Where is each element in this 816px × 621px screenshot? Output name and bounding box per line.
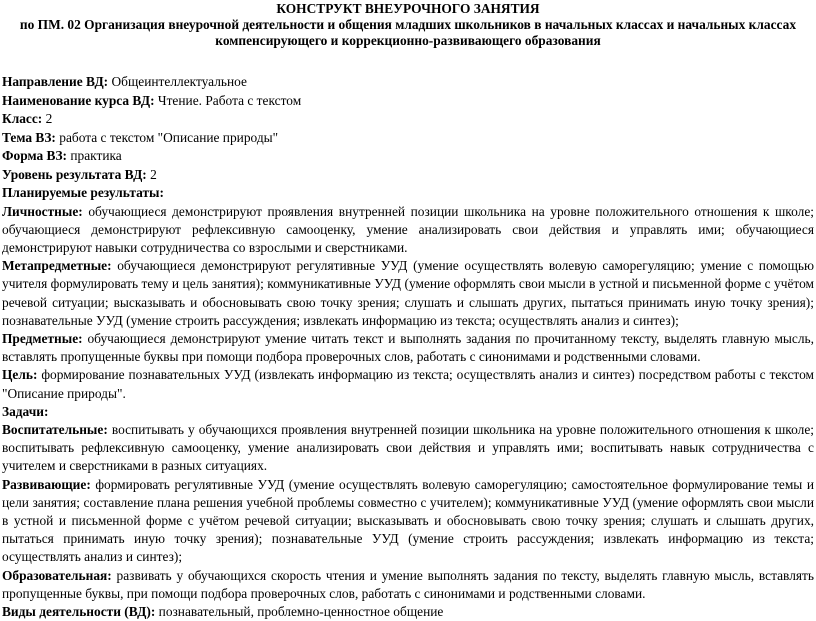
paragraph-label: Личностные: <box>2 203 83 219</box>
field-direction <box>2 73 814 92</box>
tasks-developing <box>2 476 814 567</box>
field-value: работа с текстом "Описание природы" <box>55 129 279 145</box>
paragraph-label: Метапредметные: <box>2 258 112 274</box>
results-heading <box>2 184 814 203</box>
paragraph-text: воспитывать у обучающихся проявления внутренней позиции школьника на уровне положительного отношения к школе; воспитывать рефлексивную самооценку, умение анализировать свои действия и управлять ими; воспитывать навык сотрудничества с учителем и сверстниками в разных ситуациях. <box>2 421 814 474</box>
field-value: Общеинтеллектуальное <box>108 74 247 89</box>
results-meta <box>2 257 814 330</box>
tasks-heading <box>2 403 814 421</box>
paragraph-label: Виды деятельности (ВД): <box>2 603 156 619</box>
paragraph-text: обучающиеся демонстрируют проявления внутренней позиции школьника на уровне положительного отношения к школе; обучающиеся демонстрируют рефлексивную самооценку, умение анализировать свои действия и управлять ими; обучающиеся демонстрируют навыки сотрудничества со взрослыми и сверстниками. <box>2 203 814 255</box>
paragraph-text: обучающиеся демонстрируют регулятивные УУД (умение осуществлять волевую саморегуляцию; умение с помощью учителя формулировать тему и цель занятия); коммуникативные УУД (умение оформлять свои мысли в устной и письменной форме с учётом речевой ситуации; высказывать и обосновывать свою точку зрения; слушать и слышать других, пытаться принимать иную точку зрения); познавательные УУД (умение строить рассуждения; извлекать информацию из текста; осуществлять анализ и синтез); <box>2 258 814 328</box>
field-label: Класс: <box>2 111 43 126</box>
paragraph-label: Образовательная: <box>2 567 112 583</box>
paragraph-label: Развивающие: <box>2 476 91 492</box>
paragraph-label: Цель: <box>2 367 38 383</box>
field-label: Уровень результата ВД: <box>2 166 147 182</box>
results-personal <box>2 203 814 258</box>
document-subtitle: по ПМ. 02 Организация внеурочной деятельности и общения младших школьников в начальных классах и начальных классах компенсирующего и коррекционно-развивающего образования <box>19 17 797 48</box>
goal-paragraph <box>2 366 814 402</box>
tasks-formative <box>2 567 814 603</box>
field-label: Наименование курса ВД: <box>2 92 155 108</box>
field-value: Чтение. Работа с текстом <box>154 92 302 108</box>
paragraph-text: формирование познавательных УУД (извлекать информацию из текста; осуществлять анализ и синтез) посредством работы с текстом "Описание природы". <box>2 367 814 401</box>
activities-paragraph <box>2 603 814 621</box>
field-value: 2 <box>42 111 53 126</box>
paragraph-text: формировать регулятивные УУД (умение осуществлять волевую саморегуляцию; самостоятельное формулирование темы и цели занятия; составление плана решения учебной проблемы совместно с учителем); коммуникативные УУД (умение оформлять свои мысли в устной и письменной форме с учётом речевой ситуации; высказывать и обосновывать свою точку зрения; слушать и слышать других, пытаться принимать иную точку зрения); познавательные УУД (умение строить рассуждения; извлекать информацию из текста; осуществлять анализ и синтез); <box>2 476 814 565</box>
field-label: Форма ВЗ: <box>2 148 67 163</box>
field-grade <box>2 110 814 129</box>
section-heading: Задачи: <box>2 403 49 419</box>
field-value: практика <box>66 148 122 163</box>
paragraph-text: познавательный, проблемно-ценностное общение <box>155 603 444 619</box>
field-level <box>2 166 814 185</box>
field-value: 2 <box>146 166 157 182</box>
section-heading: Планируемые результаты: <box>2 185 164 200</box>
tasks-educational <box>2 421 814 476</box>
field-label: Тема ВЗ: <box>2 129 56 145</box>
paragraph-text: обучающиеся демонстрируют умение читать текст и выполнять задания по прочитанному тексту, выделять главную мысль, вставлять пропущенные буквы при помощи подбора проверочных слов, работать с синонимами и родственными словами. <box>2 330 814 365</box>
paragraph-text: развивать у обучающихся скорость чтения и умение выполнять задания по тексту, выделять главную мысль, вставлять пропущенные буквы, при помощи подбора проверочных слов, работать с синонимами и родственными словами. <box>2 567 814 601</box>
results-subject <box>2 330 814 366</box>
paragraph-label: Предметные: <box>2 330 83 346</box>
paragraph-label: Воспитательные: <box>2 421 108 437</box>
field-form <box>2 147 814 166</box>
field-label: Направление ВД: <box>2 74 109 89</box>
document-title: КОНСТРУКТ ВНЕУРОЧНОГО ЗАНЯТИЯ <box>276 1 540 16</box>
field-topic <box>2 129 814 148</box>
field-course <box>2 92 814 111</box>
